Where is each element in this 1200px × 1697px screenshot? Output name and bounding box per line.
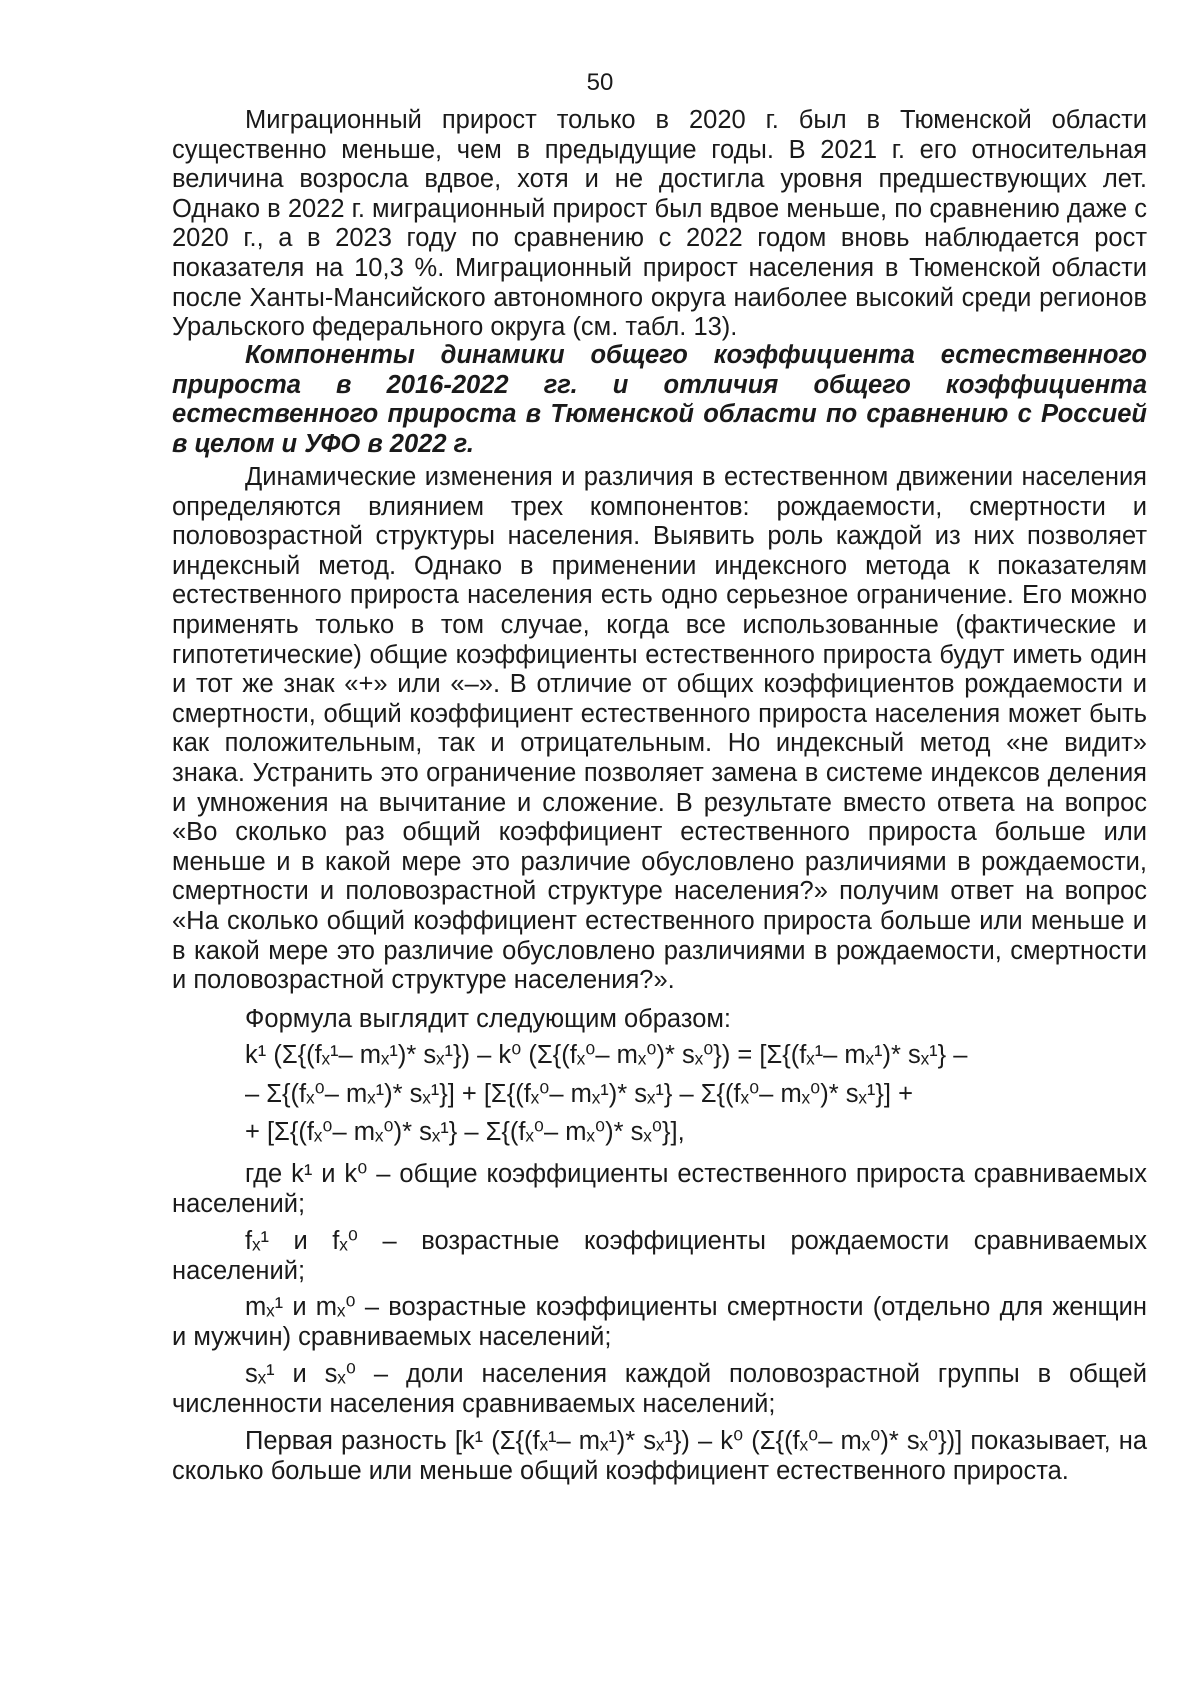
formula-line-1: k¹ (Σ{(fₓ¹– mₓ¹)* sₓ¹}) – k⁰ (Σ{(fₓ⁰– mₓ⁰)* sₓ⁰}) = [Σ{(fₓ¹– mₓ¹)* sₓ¹} – xyxy=(245,1041,968,1069)
paragraph-migration: Миграционный прирост только в 2020 г. был в Тюменской области существенно меньше, чем в предыдущие годы. В 2021 г. его относительная величина возросла вдвое, хотя и не достигла уровня предшествующих лет. Однако в 2022 г. миграционный прирост был вдвое меньше, по сравнению даже с 2020 г., а в 2023 году по сравнению с 2022 годом вновь наблюдается рост показателя на 10,3 %. Миграционный прирост населения в Тюменской области после Ханты-Мансийского автономного округа наиболее высокий среди регионов Уральского федерального округа (см. табл. 13). xyxy=(172,106,1147,342)
paragraph-first-difference: Первая разность [k¹ (Σ{(fₓ¹– mₓ¹)* sₓ¹}) – k⁰ (Σ{(fₓ⁰– mₓ⁰)* sₓ⁰})] показывает, на сколько больше или меньше общий коэффициент естественного прироста. xyxy=(172,1427,1147,1485)
section-heading: Компоненты динамики общего коэффициента естественного прироста в 2016-2022 гг. и отличия общего коэффициента естественного прироста в Тюменской области по сравнению с Россией в целом и УФО в 2022 г. xyxy=(172,341,1147,458)
page-number: 50 xyxy=(586,69,614,96)
definition-m: mₓ¹ и mₓ⁰ – возрастные коэффициенты смертности (отдельно для женщин и мужчин) сравниваемых населений; xyxy=(172,1293,1147,1351)
definition-s: sₓ¹ и sₓ⁰ – доли населения каждой половозрастной группы в общей численности населения сравниваемых населений; xyxy=(172,1360,1147,1418)
paragraph-index-method: Динамические изменения и различия в естественном движении населения определяются влиянием трех компонентов: рождаемости, смертности и половозрастной структуры населения. Выявить роль каждой из них позволяет индексный метод. Однако в применении индексного метода к показателям естественного прироста населения есть одно серьезное ограничение. Его можно применять только в том случае, когда все использованные (фактические и гипотетические) общие коэффициенты естественного прироста будут иметь один и тот же знак «+» или «–». В отличие от общих коэффициентов рождаемости и смертности, общий коэффициент естественного прироста населения может быть как положительным, так и отрицательным. Но индексный метод «не видит» знака. Устранить это ограничение позволяет замена в системе индексов деления и умножения на вычитание и сложение. В результате вместо ответа на вопрос «Во сколько раз общий коэффициент естественного прироста больше или меньше и в какой мере это различие обусловлено различиями в рождаемости, смертности и половозрастной структуре населения?» получим ответ на вопрос «На сколько общий коэффициент естественного прироста больше или меньше и в какой мере это различие обусловлено различиями в рождаемости, смертности и половозрастной структуре населения?». xyxy=(172,463,1147,995)
formula-line-3: + [Σ{(fₓ⁰– mₓ⁰)* sₓ¹} – Σ{(fₓ⁰– mₓ⁰)* sₓ⁰}], xyxy=(245,1118,685,1146)
definition-f: fₓ¹ и fₓ⁰ – возрастные коэффициенты рождаемости сравниваемых населений; xyxy=(172,1227,1147,1285)
definition-k: где k¹ и k⁰ – общие коэффициенты естественного прироста сравниваемых населений; xyxy=(172,1160,1147,1218)
formula-intro: Формула выглядит следующим образом: xyxy=(245,1005,732,1033)
formula-line-2: – Σ{(fₓ⁰– mₓ¹)* sₓ¹}] + [Σ{(fₓ⁰– mₓ¹)* sₓ¹} – Σ{(fₓ⁰– mₓ⁰)* sₓ¹}] + xyxy=(245,1080,913,1108)
